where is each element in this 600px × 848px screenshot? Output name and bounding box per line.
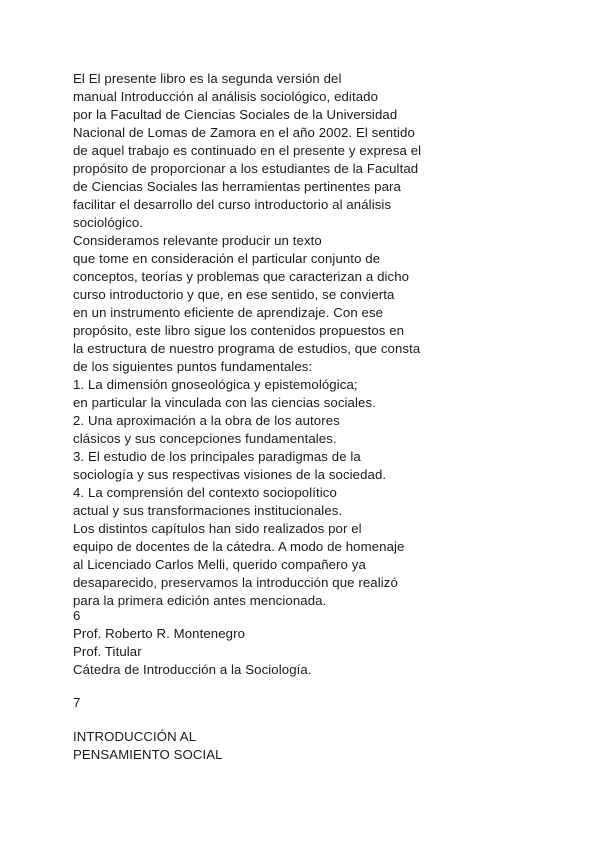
text-line: clásicos y sus concepciones fundamentales.	[73, 431, 337, 446]
text-line: 1. La dimensión gnoseológica y epistemológica;	[73, 377, 358, 392]
text-line: manual Introducción al análisis sociológico, editado	[73, 89, 379, 104]
signature-chair: Cátedra de Introducción a la Sociología.	[73, 662, 312, 677]
signature-role: Prof. Titular	[73, 644, 142, 659]
text-line: 3. El estudio de los principales paradigmas de la	[73, 449, 361, 464]
text-line: curso introductorio y que, en ese sentido, se convierta	[73, 287, 395, 302]
text-line: propósito de proporcionar a los estudiantes de la Facultad	[73, 161, 419, 176]
text-line: 4. La comprensión del contexto sociopolítico	[73, 485, 337, 500]
page-number: 6	[73, 608, 81, 623]
text-line: de los siguientes puntos fundamentales:	[73, 359, 313, 374]
section-title-line-2: PENSAMIENTO SOCIAL	[73, 747, 223, 762]
section-title-line-1: INTRODUCCIÓN AL	[73, 729, 197, 744]
text-line: Nacional de Lomas de Zamora en el año 2002. El sentido	[73, 125, 415, 140]
text-line: en particular la vinculada con las ciencias sociales.	[73, 395, 376, 410]
text-line: desaparecido, preservamos la introducción que realizó	[73, 575, 398, 590]
signature-name: Prof. Roberto R. Montenegro	[73, 626, 246, 641]
text-line: actual y sus transformaciones institucionales.	[73, 503, 343, 518]
text-line: 2. Una aproximación a la obra de los autores	[73, 413, 340, 428]
page-number: 7	[73, 695, 81, 710]
text-line: por la Facultad de Ciencias Sociales de la Universidad	[73, 107, 398, 122]
text-line: Consideramos relevante producir un texto	[73, 233, 322, 248]
text-line: Los distintos capítulos han sido realizados por el	[73, 521, 362, 536]
text-line: facilitar el desarrollo del curso introductorio al análisis	[73, 197, 392, 212]
text-line: El El presente libro es la segunda versión del	[73, 71, 342, 86]
text-line: la estructura de nuestro programa de estudios, que consta	[73, 341, 421, 356]
text-line: para la primera edición antes mencionada.	[73, 593, 327, 608]
text-line: de Ciencias Sociales las herramientas pertinentes para	[73, 179, 401, 194]
text-line: equipo de docentes de la cátedra. A modo de homenaje	[73, 539, 405, 554]
text-line: que tome en consideración el particular conjunto de	[73, 251, 381, 266]
text-line: sociológico.	[73, 215, 144, 230]
text-line: en un instrumento eficiente de aprendizaje. Con ese	[73, 305, 384, 320]
text-line: de aquel trabajo es continuado en el presente y expresa el	[73, 143, 422, 158]
text-line: al Licenciado Carlos Melli, querido compañero ya	[73, 557, 366, 572]
text-line: conceptos, teorías y problemas que caracterizan a dicho	[73, 269, 410, 284]
text-line: propósito, este libro sigue los contenidos propuestos en	[73, 323, 405, 338]
text-line: sociología y sus respectivas visiones de la sociedad.	[73, 467, 387, 482]
